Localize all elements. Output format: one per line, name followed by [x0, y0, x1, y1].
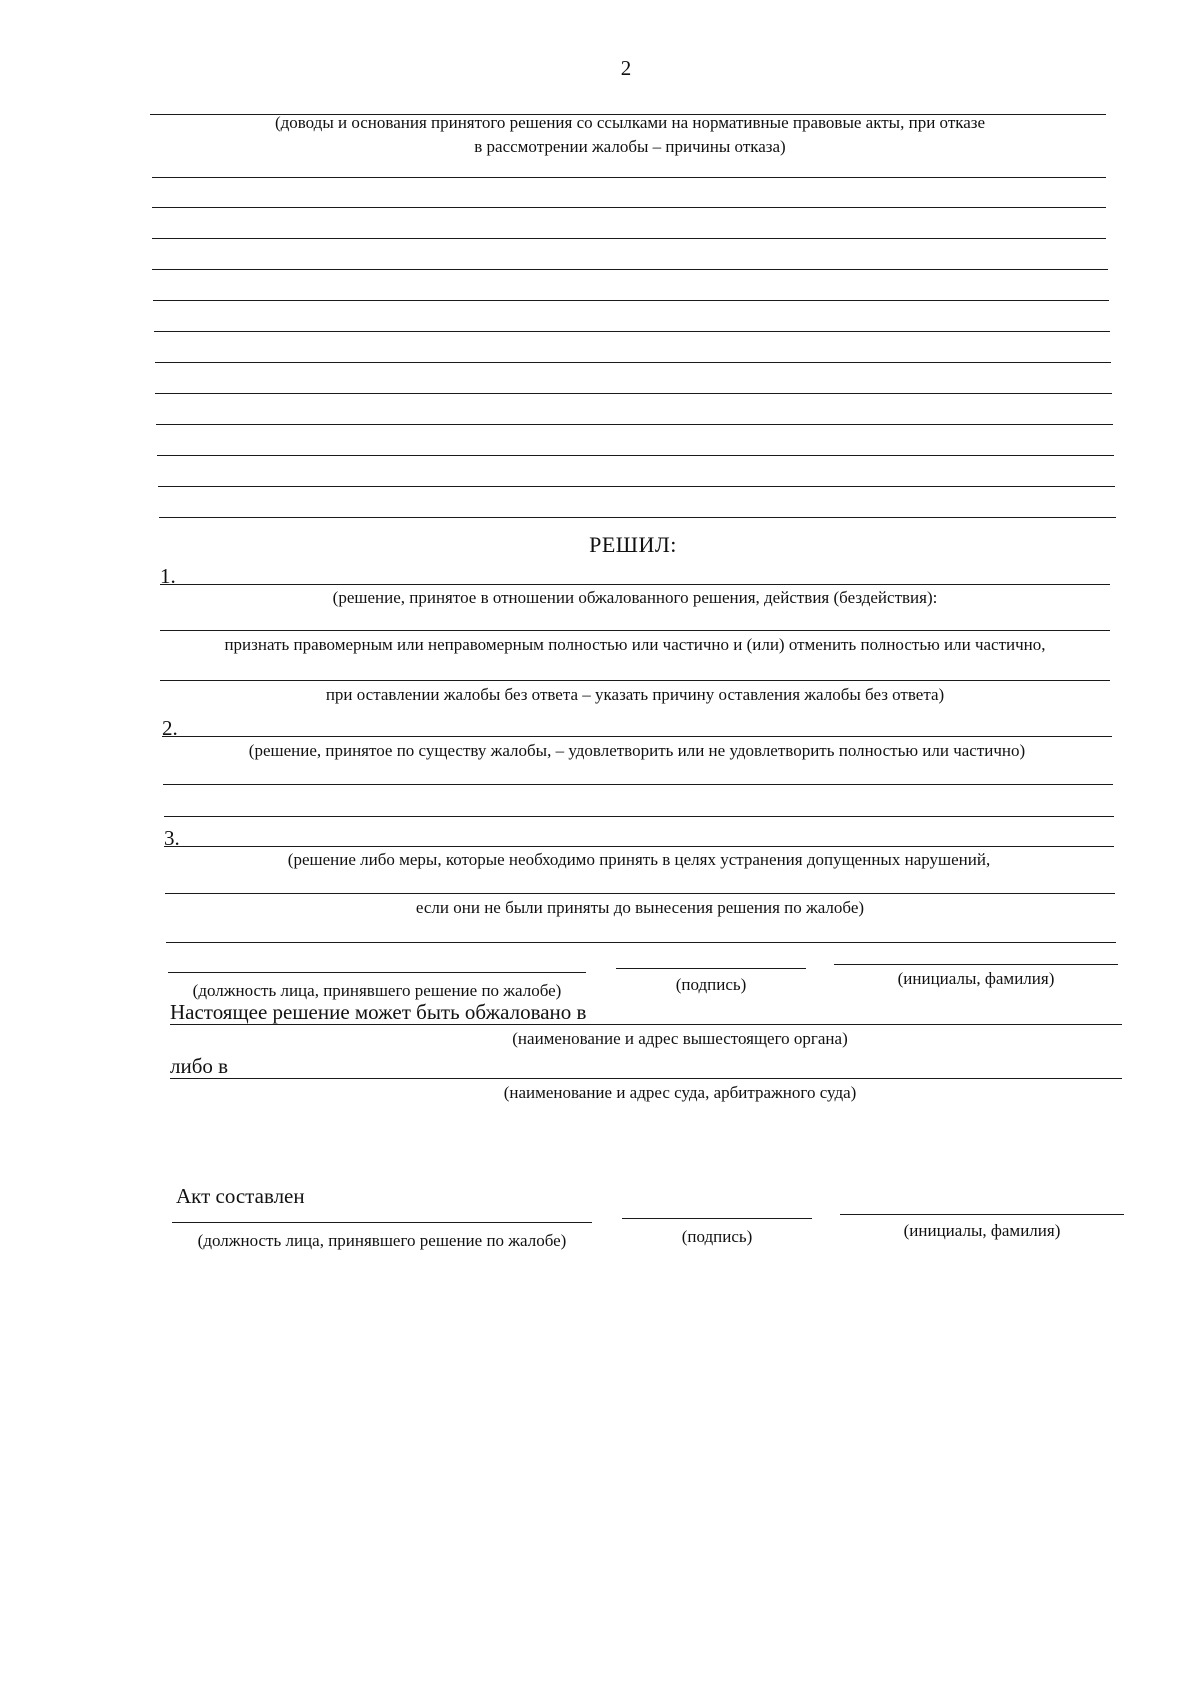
- act-name-line: [840, 1214, 1124, 1215]
- blank-line: [152, 177, 1106, 178]
- blank-line: [157, 455, 1114, 456]
- signature-caption: (подпись): [675, 975, 747, 994]
- act-signature-caption: (подпись): [681, 1227, 753, 1246]
- item1-caption3: при оставлении жалобы без ответа – указать причину оставления жалобы без ответа): [325, 685, 945, 704]
- name-caption: (инициалы, фамилия): [897, 969, 1055, 988]
- blank-line: [153, 300, 1109, 301]
- higher-body-caption: (наименование и адрес вышестоящего органа): [512, 1029, 848, 1048]
- appeal-line: [170, 1024, 1122, 1025]
- page-number: 2: [620, 56, 632, 80]
- item3-caption1: (решение либо меры, которые необходимо принять в целях устранения допущенных нарушений,: [287, 850, 991, 869]
- grounds-caption-line1: (доводы и основания принятого решения со ссылками на нормативные правовые акты, при отказе: [274, 113, 986, 132]
- signature-line: [616, 968, 806, 969]
- court-line: [170, 1078, 1122, 1079]
- position-caption: (должность лица, принявшего решение по жалобе): [192, 981, 562, 1000]
- act-text: Акт составлен: [176, 1184, 305, 1208]
- blank-line: [152, 269, 1108, 270]
- item3-number: 3.: [164, 826, 180, 850]
- blank-line: [155, 362, 1111, 363]
- item1-caption1: (решение, принятое в отношении обжалованного решения, действия (бездействия):: [332, 588, 938, 607]
- appeal-text: Настоящее решение может быть обжаловано в: [170, 1000, 587, 1024]
- act-position-line: [172, 1222, 592, 1223]
- decided-heading: РЕШИЛ:: [589, 532, 677, 557]
- blank-line: [163, 784, 1113, 785]
- item3-caption2: если они не были приняты до вынесения решения по жалобе): [415, 898, 865, 917]
- item1-number: 1.: [160, 564, 176, 588]
- item2-number: 2.: [162, 716, 178, 740]
- item1-caption2: признать правомерным или неправомерным полностью или частично и (или) отменить полностью или частично,: [224, 635, 1046, 654]
- item2-line: [162, 736, 1112, 737]
- blank-line: [154, 331, 1110, 332]
- blank-line: [155, 393, 1112, 394]
- item1-line2: [160, 630, 1110, 631]
- position-line: [168, 972, 586, 973]
- or-text: либо в: [170, 1054, 229, 1078]
- grounds-caption-line2: в рассмотрении жалобы – причины отказа): [474, 137, 786, 156]
- act-name-caption: (инициалы, фамилия): [903, 1221, 1061, 1240]
- item1-line3: [160, 680, 1110, 681]
- blank-line: [166, 942, 1116, 943]
- item3-line: [164, 846, 1114, 847]
- court-caption: (наименование и адрес суда, арбитражного суда): [503, 1083, 857, 1102]
- blank-line: [156, 424, 1113, 425]
- blank-line: [152, 207, 1106, 208]
- item3-line2: [165, 893, 1115, 894]
- act-position-caption: (должность лица, принявшего решение по жалобе): [197, 1231, 567, 1250]
- blank-line: [159, 517, 1116, 518]
- name-line: [834, 964, 1118, 965]
- act-signature-line: [622, 1218, 812, 1219]
- blank-line: [158, 486, 1115, 487]
- blank-line: [152, 238, 1106, 239]
- item2-caption1: (решение, принятое по существу жалобы, – удовлетворить или не удовлетворить полностью или частично): [248, 741, 1026, 760]
- blank-line: [164, 816, 1114, 817]
- item1-line: [160, 584, 1110, 585]
